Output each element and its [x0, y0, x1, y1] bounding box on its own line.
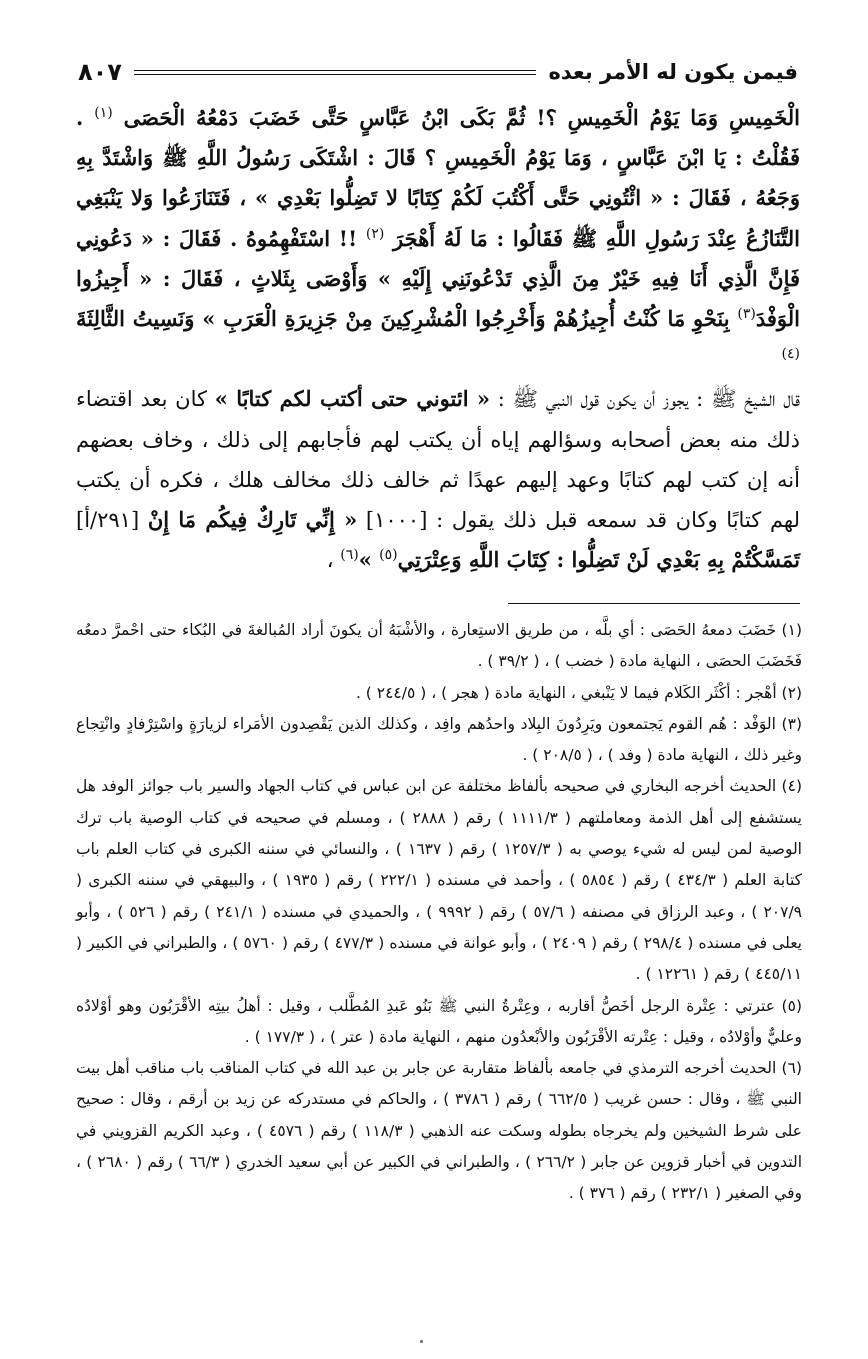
text-segment: !! اسْتَفْهِمُوهُ . فَقَالَ :	[153, 225, 366, 251]
text-segment: وَنَسِيتُ الثَّالِثَةَ	[76, 306, 203, 332]
prophet-quote: تَمَسَّكْتُمْ بِهِ بَعْدِي لَنْ تَضِلُّوا : كِتَابَ اللَّهِ وَعِتْرَتِي	[397, 547, 800, 573]
text-segment: ،	[326, 548, 341, 573]
running-title: فيمن يكون له الأمر بعده	[548, 60, 798, 84]
text-segment: وَأَوْصَى بِثَلاثٍ ، فَقَالَ :	[152, 265, 378, 291]
footnote-ref: (٥)	[379, 547, 398, 564]
hadith-paragraph	[76, 98, 800, 379]
commentary-paragraph	[76, 379, 800, 580]
footnotes	[76, 615, 802, 1210]
text-segment: الْخَمِيسِ وَمَا يَوْمُ الْخَمِيسِ ؟! ثُمَّ بَكَى ابْنُ عَبَّاسٍ حَتَّى خَضَبَ دَمْعُهُ الْحَصَى	[112, 105, 800, 130]
text-segment: . فَقُلْتُ : يَا ابْنَ عَبَّاسٍ ، وَمَا يَوْمُ الْخَمِيسِ ؟ قَالَ : اشْتَكَى رَسُولُ اللَّهِ ﷺ وَاشْتَدَّ بِهِ وَجَعُهُ ، فَقَالَ :	[76, 105, 800, 211]
prophet-quote: « ائتوني حتى أكتب لكم كتابًا »	[214, 386, 491, 412]
text-segment: قال الشيخ ﷺ : يجوز أن يكون قول النبي ﷺ :	[490, 387, 800, 412]
footnote-ref: (٤)	[781, 346, 800, 363]
main-text	[76, 98, 800, 580]
footnote-separator	[508, 603, 800, 604]
footnote-2: (٢) أهْجر : أكْثَر الكَلام فيما لا يَنْبغي ، النهاية مادة ( هجر ) ، ( ٢٤٤/٥ ) .	[355, 683, 802, 702]
footnote-3: (٣) الوَفْد : هُم القوم يَجتمعون ويَرِدُونَ البِلاد واحدُهم وافِد ، وكذلك الذين يَقْصِدون الأمَراء لزيارَةٍ واسْتِرْفادٍ وانْتِجاع وغير ذلك ، النهاية مادة ( وفد ) ، ( ٢٠٨/٥ ) .	[76, 714, 802, 765]
page-number: ٨٠٧	[78, 58, 122, 86]
scan-dot	[420, 1340, 423, 1343]
footnote-5: (٥) عترتي : عِتْرة الرجل أخَصُّ أقاربه ، وعِتْرةُ النبي ﷺ بَنُو عَبدِ المُطَّلب ، وقيل : أهلُ بيتِه الأقْرَبُون وهو أوْلادُه وعليٌّ وأوْلادُه ، وقيل : عِتْرته الأقْرَبُون والأبْعدُون منهم ، النهاية مادة ( عتر ) ، ( ١٧٧/٣ ) .	[76, 996, 802, 1046]
footnote-4: (٤) الحديث أخرجه البخاري في صحيحه بألفاظ مختلفة عن ابن عباس في كتاب الجهاد والسير باب جوائز الوفد هل يستشفع إلى أهل الذمة ومعاملتهم ( ١١١١/٣ ) رقم ( ٢٨٨٨ ) ، ومسلم في صحيحه في كتاب الوصية باب ترك الوصية لمن ليس له شيء يوصي به ( ١٢٥٧/٣ ) رقم ( ١٦٣٧ ) ، والنسائي في سننه الكبرى في كتاب العلم باب كتابة العلم ( ٤٣٤/٣ ) رقم ( ٥٨٥٤ ) ، وأحمد في مسنده ( ٢٢٢/١ ) رقم ( ١٩٣٥ ) ، والبيهقي في سننه الكبرى ( ٢٠٧/٩ ) ، وعبد الرزاق في مصنفه ( ٥٧/٦ ) رقم ( ٩٩٩٢ ) ، والحميدي في مسنده ( ٢٤١/١ ) رقم ( ٥٢٦ ) ، وأبو يعلى في مسنده ( ٢٩٨/٤ ) رقم ( ٢٤٠٩ ) ، وأبو عوانة في مسنده ( ٤٧٧/٣ ) رقم ( ٥٧٦٠ ) ، والطبراني في الكبير ( ٤٤٥/١١ ) رقم ( ١٢٢٦١ ) .	[76, 777, 803, 984]
header-rule	[134, 70, 537, 75]
prophet-quote: « ائْتُونِي حَتَّى أَكْتُبَ لَكُمْ كِتَابًا لا تَضِلُّوا بَعْدِي »	[255, 185, 664, 211]
page-header	[78, 52, 798, 92]
footnote-ref: (٢)	[365, 225, 385, 242]
prophet-quote: « إِنِّي تَارِكٌ فِيكُم مَا إِنْ	[147, 507, 358, 533]
quote-close: »	[358, 547, 380, 573]
text-segment: ، فَتَنَازَعُوا وَلا يَنْبَغِي التَّنَازُعُ عِنْدَ رَسُولِ اللَّهِ ﷺ فَقَالُوا : مَا لَهُ أَهْجَرَ	[76, 185, 800, 251]
manuscript-marker: [٢٩١/أ]	[76, 508, 148, 533]
footnote-ref: (١)	[94, 105, 113, 121]
prophet-quote: بِنَحْوِ مَا كُنْتُ أُجِيزُهُمْ وَأَخْرِجُوا الْمُشْرِكِينَ مِنْ جَزِيرَةِ الْعَرَبِ »	[202, 306, 738, 332]
text-segment: كان بعد اقتضاء ذلك منه بعض أصحابه وسؤالهم إياه أن يكتب لهم فأجابهم إلى ذلك ، وخاف بعضهم أنه إن كتب لهم كتابًا وعهد إليهم عهدًا ثم خالف ذلك مخالف هلك ، فكره أن يكتب لهم كتابًا وكان قد سمعه قبل ذلك يقول : [١٠٠٠]	[76, 387, 800, 533]
footnote-6: (٦) الحديث أخرجه الترمذي في جامعه بألفاظ متقاربة عن جابر بن عبد الله في كتاب المناقب باب مناقب أهل بيت النبي ﷺ ، وقال : حسن غريب ( ٦٦٢/٥ ) رقم ( ٣٧٨٦ ) ، والحاكم في مستدركه عن زيد بن أرقم ، وقال : صحيح على شرط الشيخين ولم يخرجاه بطوله وسكت عنه الذهبي ( ١١٨/٣ ) رقم ( ٤٥٧٦ ) ، وعبد الكريم القزويني في التدوين في أخبار قزوين عن جابر ( ٢٦٦/٢ ) ، والطبراني في الكبير عن أبي سعيد الخدري ( ٦٦/٣ ) رقم ( ٢٦٨٠ ) ، وفي الصغير ( ٢٣٢/١ ) رقم ( ٣٧٦ ) .	[76, 1059, 803, 1203]
footnote-1: (١) خَضَبَ دمعهُ الحَصَى : أي بلَّه ، من طريق الاستِعارة ، والأشْبَهُ أن يكونَ أراد المُبالغةَ في البُكاء حتى احْمرَّ دمعُه فَخَضَبَ الحصَى ، النهاية مادة ( خضب ) ، ( ٣٩/٢ ) .	[76, 621, 802, 671]
prophet-quote: « دَعُونِي فَإِنَّ الَّذِي أَنَا فِيهِ خَيْرٌ مِنَ الَّذِي تَدْعُونَنِي إِلَيْهِ »	[76, 225, 801, 291]
footnote-ref: (٣)	[737, 306, 756, 323]
prophet-quote: « أَجِيزُوا الْوَفْدَ	[76, 265, 800, 332]
footnote-ref: (٦)	[340, 547, 359, 564]
